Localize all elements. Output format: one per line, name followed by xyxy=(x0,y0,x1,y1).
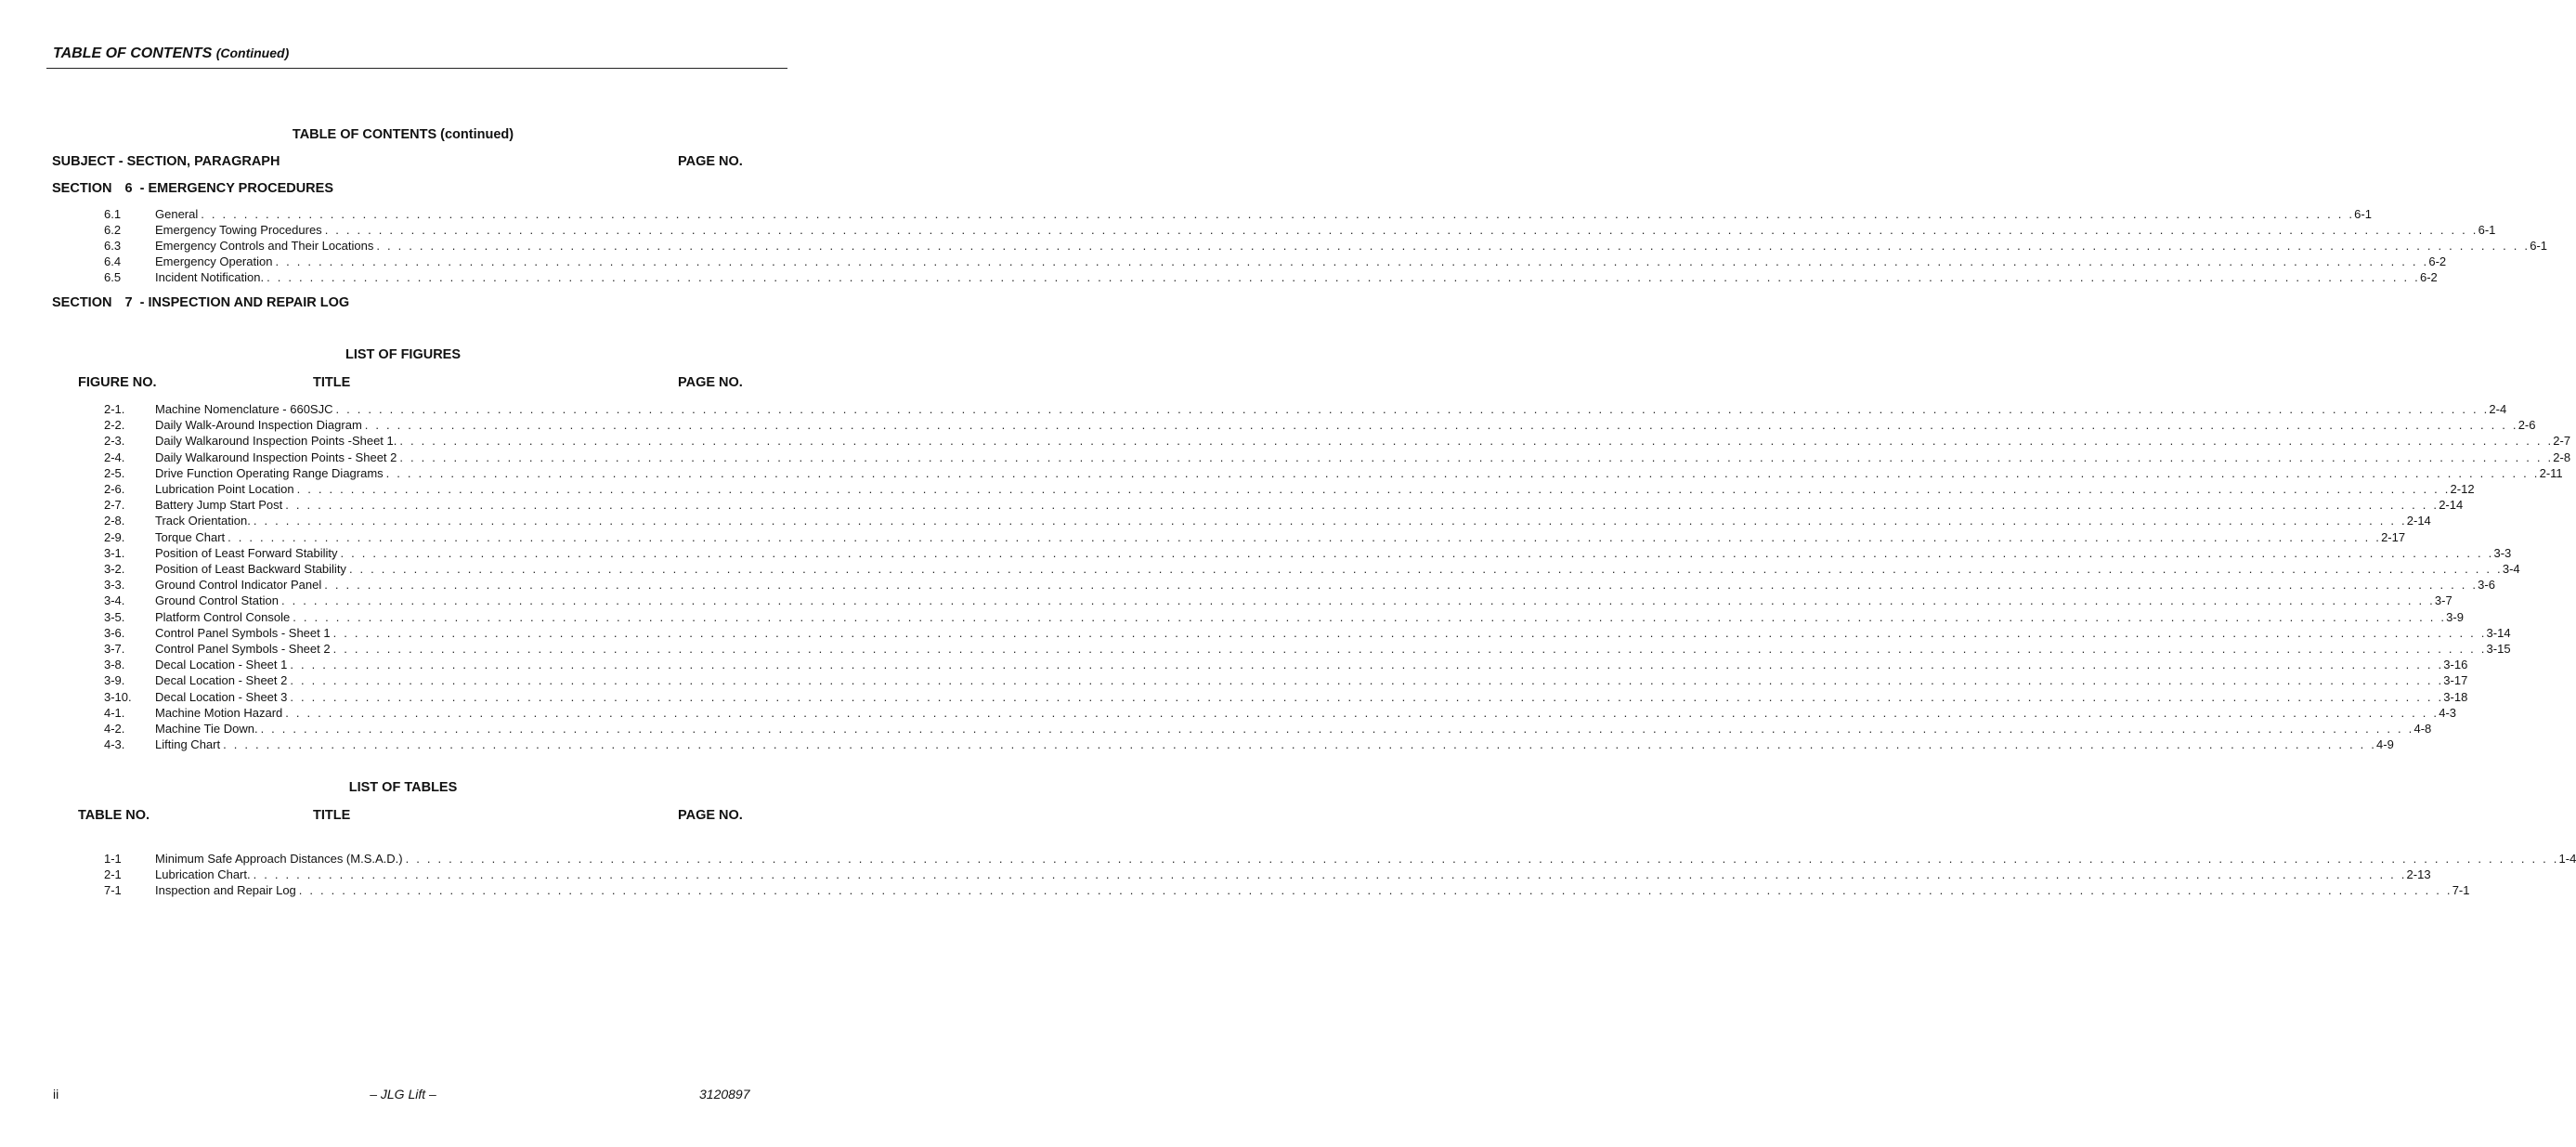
figure-entry xyxy=(104,625,2511,641)
figure-entry-title: Control Panel Symbols - Sheet 2 xyxy=(155,642,331,656)
figure-entry-number: 3-4. xyxy=(104,593,125,608)
figure-entry-number: 2-9. xyxy=(104,529,125,544)
figure-entry xyxy=(104,561,2520,577)
figure-entry-page: 2-4 xyxy=(2489,402,2507,416)
figure-entry-title: Battery Jump Start Post xyxy=(155,498,283,513)
table-entry xyxy=(104,851,2576,867)
figure-entry xyxy=(104,513,2431,528)
dot-leader: . . . . . . . . . . . . . . . . . . . . . . . . . . . . . . . . . . . . . . . . . . . . . . . . . . . . . . . . . . . . . . . . . . . . . . . . . . . . . . . . . . . . . . . . . . . . . . . . . . . . . . . . . . . . . . . . . . . . . . . . . . . . . . . . . . . . . . . . . . . . . . . . . . . . . . . . . . . . . . . . . . . . . . . . . . . . . . . . . . . . . . . . . . . . . . . . . . . . . . . . xyxy=(280,593,2435,608)
figure-entry-number: 2-7. xyxy=(104,498,125,513)
dot-leader: . . . . . . . . . . . . . . . . . . . . . . . . . . . . . . . . . . . . . . . . . . . . . . . . . . . . . . . . . . . . . . . . . . . . . . . . . . . . . . . . . . . . . . . . . . . . . . . . . . . . . . . . . . . . . . . . . . . . . . . . . . . . . . . . . . . . . . . . . . . . . . . . . . . . . . . . . . . . . . . . . . . . . . . . . . . . . . . . . . . . . . . . . . . . . . . . . . . . . . . . xyxy=(385,465,2540,480)
figure-entry-number: 4-1. xyxy=(104,705,125,720)
toc-entry-title: Emergency Operation xyxy=(155,254,273,269)
toc-entry-number: 6.3 xyxy=(104,239,122,254)
figure-entry-number: 2-3. xyxy=(104,434,125,449)
section-6-number: 6 xyxy=(124,181,133,196)
figure-entry xyxy=(104,497,2464,513)
dot-leader: . . . . . . . . . . . . . . . . . . . . . . . . . . . . . . . . . . . . . . . . . . . . . . . . . . . . . . . . . . . . . . . . . . . . . . . . . . . . . . . . . . . . . . . . . . . . . . . . . . . . . . . . . . . . . . . . . . . . . . . . . . . . . . . . . . . . . . . . . . . . . . . . . . . . . . . . . . . . . . . . . . . . . . . . . . . . . . . . . . . . . . . . . . . . . . . . . . . . . . . . xyxy=(399,434,2554,449)
figure-entry-number: 3-10. xyxy=(104,689,132,704)
figure-entry xyxy=(104,736,2394,752)
dot-leader: . . . . . . . . . . . . . . . . . . . . . . . . . . . . . . . . . . . . . . . . . . . . . . . . . . . . . . . . . . . . . . . . . . . . . . . . . . . . . . . . . . . . . . . . . . . . . . . . . . . . . . . . . . . . . . . . . . . . . . . . . . . . . . . . . . . . . . . . . . . . . . . . . . . . . . . . . . . . . . . . . . . . . . . . . . . . . . . . . . . . . . . . . . . . . . . . . . . . . . . . xyxy=(298,883,2452,898)
figure-entry-title: Track Orientation. xyxy=(155,514,251,528)
dot-leader: . . . . . . . . . . . . . . . . . . . . . . . . . . . . . . . . . . . . . . . . . . . . . . . . . . . . . . . . . . . . . . . . . . . . . . . . . . . . . . . . . . . . . . . . . . . . . . . . . . . . . . . . . . . . . . . . . . . . . . . . . . . . . . . . . . . . . . . . . . . . . . . . . . . . . . . . . . . . . . . . . . . . . . . . . . . . . . . . . . . . . . . . . . . . . . . . . . . . . . . . xyxy=(253,867,2407,882)
figure-entry xyxy=(104,672,2468,688)
dot-leader: . . . . . . . . . . . . . . . . . . . . . . . . . . . . . . . . . . . . . . . . . . . . . . . . . . . . . . . . . . . . . . . . . . . . . . . . . . . . . . . . . . . . . . . . . . . . . . . . . . . . . . . . . . . . . . . . . . . . . . . . . . . . . . . . . . . . . . . . . . . . . . . . . . . . . . . . . . . . . . . . . . . . . . . . . . . . . . . . . . . . . . . . . . . . . . . . . . . . . . . . xyxy=(285,498,2439,513)
toc-col-subject: SUBJECT - SECTION, PARAGRAPH xyxy=(52,154,280,169)
toc-entry-number: 6.4 xyxy=(104,254,122,269)
figure-entry xyxy=(104,481,2475,497)
tables-heading: LIST OF TABLES xyxy=(348,780,458,795)
tables-col-title: TITLE xyxy=(313,808,351,823)
figure-entry-number: 3-9. xyxy=(104,673,125,688)
figure-entry xyxy=(104,721,2432,736)
figure-entry-title: Decal Location - Sheet 3 xyxy=(155,689,288,704)
figure-entry-title: Control Panel Symbols - Sheet 1 xyxy=(155,625,331,640)
figure-entry xyxy=(104,689,2468,705)
figure-entry-page: 3-16 xyxy=(2443,658,2468,672)
section-7-number: 7 xyxy=(124,295,133,310)
figure-entry xyxy=(104,465,2563,481)
dot-leader: . . . . . . . . . . . . . . . . . . . . . . . . . . . . . . . . . . . . . . . . . . . . . . . . . . . . . . . . . . . . . . . . . . . . . . . . . . . . . . . . . . . . . . . . . . . . . . . . . . . . . . . . . . . . . . . . . . . . . . . . . . . . . . . . . . . . . . . . . . . . . . . . . . . . . . . . . . . . . . . . . . . . . . . . . . . . . . . . . . . . . . . . . . . . . . . . . . . . . . . . xyxy=(348,562,2503,576)
tables-col-page: PAGE NO. xyxy=(678,808,743,823)
figure-entry-number: 2-8. xyxy=(104,514,125,528)
table-entry xyxy=(104,867,2431,882)
figure-entry-page: 2-17 xyxy=(2381,529,2406,544)
table-entry-page: 1-4 xyxy=(2558,852,2576,866)
section-6-label: SECTION xyxy=(52,181,112,196)
toc-entry-title: General xyxy=(155,207,199,221)
figure-entry-number: 2-1. xyxy=(104,402,125,416)
figure-entry-title: Daily Walkaround Inspection Points -Sheet 1. xyxy=(155,434,397,449)
figure-entry xyxy=(104,433,2571,449)
dot-leader: . . . . . . . . . . . . . . . . . . . . . . . . . . . . . . . . . . . . . . . . . . . . . . . . . . . . . . . . . . . . . . . . . . . . . . . . . . . . . . . . . . . . . . . . . . . . . . . . . . . . . . . . . . . . . . . . . . . . . . . . . . . . . . . . . . . . . . . . . . . . . . . . . . . . . . . . . . . . . . . . . . . . . . . . . . . . . . . . . . . . . . . . . . . . . . . . . . . . . . . . xyxy=(296,482,2451,496)
toc-entry-number: 6.5 xyxy=(104,270,122,285)
running-header-suffix: (Continued) xyxy=(215,46,290,60)
dot-leader: . . . . . . . . . . . . . . . . . . . . . . . . . . . . . . . . . . . . . . . . . . . . . . . . . . . . . . . . . . . . . . . . . . . . . . . . . . . . . . . . . . . . . . . . . . . . . . . . . . . . . . . . . . . . . . . . . . . . . . . . . . . . . . . . . . . . . . . . . . . . . . . . . . . . . . . . . . . . . . . . . . . . . . . . . . . . . . . . . . . . . . . . . . . . . . . . . . . . . . . . xyxy=(364,418,2518,433)
figure-entry-page: 2-8 xyxy=(2553,450,2571,464)
figure-entry-number: 3-2. xyxy=(104,562,125,576)
figure-entry-number: 3-5. xyxy=(104,609,125,624)
section-7-label: SECTION xyxy=(52,295,112,310)
toc-entry xyxy=(104,254,2447,269)
table-entry-page: 7-1 xyxy=(2452,883,2470,898)
footer-doc-number: 3120897 xyxy=(699,1087,750,1101)
dot-leader: . . . . . . . . . . . . . . . . . . . . . . . . . . . . . . . . . . . . . . . . . . . . . . . . . . . . . . . . . . . . . . . . . . . . . . . . . . . . . . . . . . . . . . . . . . . . . . . . . . . . . . . . . . . . . . . . . . . . . . . . . . . . . . . . . . . . . . . . . . . . . . . . . . . . . . . . . . . . . . . . . . . . . . . . . . . . . . . . . . . . . . . . . . . . . . . . . . . . . . . . xyxy=(290,673,2444,688)
dot-leader: . . . . . . . . . . . . . . . . . . . . . . . . . . . . . . . . . . . . . . . . . . . . . . . . . . . . . . . . . . . . . . . . . . . . . . . . . . . . . . . . . . . . . . . . . . . . . . . . . . . . . . . . . . . . . . . . . . . . . . . . . . . . . . . . . . . . . . . . . . . . . . . . . . . . . . . . . . . . . . . . . . . . . . . . . . . . . . . . . . . . . . . . . . . . . . . . . . . . . . . . xyxy=(293,609,2447,624)
figure-entry xyxy=(104,593,2452,608)
figure-entry-page: 3-18 xyxy=(2443,689,2468,704)
toc-entry xyxy=(104,206,2372,222)
figure-entry-title: Lifting Chart xyxy=(155,737,221,752)
figures-col-page: PAGE NO. xyxy=(678,375,743,390)
figure-entry-number: 2-2. xyxy=(104,418,125,433)
figure-entry-page: 3-6 xyxy=(2478,578,2495,593)
section-7-heading xyxy=(52,295,349,310)
figure-entry-page: 4-3 xyxy=(2439,705,2457,720)
table-entry-number: 1-1 xyxy=(104,852,122,866)
dot-leader: . . . . . . . . . . . . . . . . . . . . . . . . . . . . . . . . . . . . . . . . . . . . . . . . . . . . . . . . . . . . . . . . . . . . . . . . . . . . . . . . . . . . . . . . . . . . . . . . . . . . . . . . . . . . . . . . . . . . . . . . . . . . . . . . . . . . . . . . . . . . . . . . . . . . . . . . . . . . . . . . . . . . . . . . . . . . . . . . . . . . . . . . . . . . . . . . . . . . . . . . xyxy=(285,705,2439,720)
figure-entry-page: 3-4 xyxy=(2502,562,2520,576)
figure-entry-number: 3-7. xyxy=(104,642,125,656)
section-7-title: - INSPECTION AND REPAIR LOG xyxy=(139,295,350,310)
figure-entry-number: 3-6. xyxy=(104,625,125,640)
figure-entry-title: Position of Least Backward Stability xyxy=(155,562,346,576)
tables-col-no: TABLE NO. xyxy=(78,808,150,823)
figure-entry-number: 2-6. xyxy=(104,482,125,496)
figure-entry-title: Machine Tie Down. xyxy=(155,722,258,736)
figure-entry-title: Ground Control Indicator Panel xyxy=(155,578,322,593)
dot-leader: . . . . . . . . . . . . . . . . . . . . . . . . . . . . . . . . . . . . . . . . . . . . . . . . . . . . . . . . . . . . . . . . . . . . . . . . . . . . . . . . . . . . . . . . . . . . . . . . . . . . . . . . . . . . . . . . . . . . . . . . . . . . . . . . . . . . . . . . . . . . . . . . . . . . . . . . . . . . . . . . . . . . . . . . . . . . . . . . . . . . . . . . . . . . . . . . . . . . . . . . xyxy=(290,689,2444,704)
table-entry-title: Inspection and Repair Log xyxy=(155,883,296,898)
figure-entry-page: 2-14 xyxy=(2439,498,2464,513)
figure-entry xyxy=(104,641,2511,657)
running-header-main: TABLE OF CONTENTS xyxy=(53,46,213,61)
section-6-heading xyxy=(52,181,333,196)
dot-leader: . . . . . . . . . . . . . . . . . . . . . . . . . . . . . . . . . . . . . . . . . . . . . . . . . . . . . . . . . . . . . . . . . . . . . . . . . . . . . . . . . . . . . . . . . . . . . . . . . . . . . . . . . . . . . . . . . . . . . . . . . . . . . . . . . . . . . . . . . . . . . . . . . . . . . . . . . . . . . . . . . . . . . . . . . . . . . . . . . . . . . . . . . . . . . . . . . . . . . . . . xyxy=(332,642,2487,656)
figure-entry-number: 2-5. xyxy=(104,465,125,480)
dot-leader: . . . . . . . . . . . . . . . . . . . . . . . . . . . . . . . . . . . . . . . . . . . . . . . . . . . . . . . . . . . . . . . . . . . . . . . . . . . . . . . . . . . . . . . . . . . . . . . . . . . . . . . . . . . . . . . . . . . . . . . . . . . . . . . . . . . . . . . . . . . . . . . . . . . . . . . . . . . . . . . . . . . . . . . . . . . . . . . . . . . . . . . . . . . . . . . . . . . . . . . . xyxy=(267,270,2420,285)
figure-entry-title: Machine Nomenclature - 660SJC xyxy=(155,402,333,416)
figure-entry-title: Decal Location - Sheet 1 xyxy=(155,658,288,672)
figure-entry-number: 3-1. xyxy=(104,545,125,560)
figure-entry xyxy=(104,609,2464,625)
figure-entry-number: 3-8. xyxy=(104,658,125,672)
figure-entry xyxy=(104,545,2512,561)
footer-center-text: – JLG Lift – xyxy=(370,1087,436,1101)
figure-entry-title: Platform Control Console xyxy=(155,609,291,624)
dot-leader: . . . . . . . . . . . . . . . . . . . . . . . . . . . . . . . . . . . . . . . . . . . . . . . . . . . . . . . . . . . . . . . . . . . . . . . . . . . . . . . . . . . . . . . . . . . . . . . . . . . . . . . . . . . . . . . . . . . . . . . . . . . . . . . . . . . . . . . . . . . . . . . . . . . . . . . . . . . . . . . . . . . . . . . . . . . . . . . . . . . . . . . . . . . . . . . . . . . . . . . . xyxy=(324,223,2478,238)
toc-entry-page: 6-2 xyxy=(2428,254,2447,269)
footer-page-number: ii xyxy=(53,1087,59,1101)
toc-entry xyxy=(104,269,2438,285)
figure-entry xyxy=(104,529,2406,545)
figure-entry-title: Lubrication Point Location xyxy=(155,482,294,496)
figure-entry-title: Daily Walk-Around Inspection Diagram xyxy=(155,418,362,433)
figures-heading: LIST OF FIGURES xyxy=(345,347,462,362)
dot-leader: . . . . . . . . . . . . . . . . . . . . . . . . . . . . . . . . . . . . . . . . . . . . . . . . . . . . . . . . . . . . . . . . . . . . . . . . . . . . . . . . . . . . . . . . . . . . . . . . . . . . . . . . . . . . . . . . . . . . . . . . . . . . . . . . . . . . . . . . . . . . . . . . . . . . . . . . . . . . . . . . . . . . . . . . . . . . . . . . . . . . . . . . . . . . . . . . . . . . . . . . xyxy=(253,514,2407,528)
header-rule xyxy=(46,68,787,69)
figure-entry-page: 4-9 xyxy=(2376,737,2394,752)
toc-col-page: PAGE NO. xyxy=(678,154,743,169)
running-header-title xyxy=(53,46,289,62)
dot-leader: . . . . . . . . . . . . . . . . . . . . . . . . . . . . . . . . . . . . . . . . . . . . . . . . . . . . . . . . . . . . . . . . . . . . . . . . . . . . . . . . . . . . . . . . . . . . . . . . . . . . . . . . . . . . . . . . . . . . . . . . . . . . . . . . . . . . . . . . . . . . . . . . . . . . . . . . . . . . . . . . . . . . . . . . . . . . . . . . . . . . . . . . . . . . . . . . . . . . . . . . xyxy=(399,450,2554,464)
toc-entry xyxy=(104,222,2496,238)
dot-leader: . . . . . . . . . . . . . . . . . . . . . . . . . . . . . . . . . . . . . . . . . . . . . . . . . . . . . . . . . . . . . . . . . . . . . . . . . . . . . . . . . . . . . . . . . . . . . . . . . . . . . . . . . . . . . . . . . . . . . . . . . . . . . . . . . . . . . . . . . . . . . . . . . . . . . . . . . . . . . . . . . . . . . . . . . . . . . . . . . . . . . . . . . . . . . . . . . . . . . . . . xyxy=(324,578,2478,593)
section-6-title: - EMERGENCY PROCEDURES xyxy=(139,181,333,196)
table-entry-number: 2-1 xyxy=(104,867,122,882)
dot-leader: . . . . . . . . . . . . . . . . . . . . . . . . . . . . . . . . . . . . . . . . . . . . . . . . . . . . . . . . . . . . . . . . . . . . . . . . . . . . . . . . . . . . . . . . . . . . . . . . . . . . . . . . . . . . . . . . . . . . . . . . . . . . . . . . . . . . . . . . . . . . . . . . . . . . . . . . . . . . . . . . . . . . . . . . . . . . . . . . . . . . . . . . . . . . . . . . . . . . . . . . xyxy=(275,254,2429,269)
toc-entry-title: Emergency Towing Procedures xyxy=(155,223,322,238)
figure-entry-number: 4-2. xyxy=(104,722,125,736)
toc-entry xyxy=(104,238,2548,254)
figures-col-title: TITLE xyxy=(313,375,351,390)
figure-entry-page: 3-17 xyxy=(2443,673,2468,688)
figure-entry-page: 4-8 xyxy=(2413,722,2432,736)
toc-entry-page: 6-1 xyxy=(2478,223,2496,238)
dot-leader: . . . . . . . . . . . . . . . . . . . . . . . . . . . . . . . . . . . . . . . . . . . . . . . . . . . . . . . . . . . . . . . . . . . . . . . . . . . . . . . . . . . . . . . . . . . . . . . . . . . . . . . . . . . . . . . . . . . . . . . . . . . . . . . . . . . . . . . . . . . . . . . . . . . . . . . . . . . . . . . . . . . . . . . . . . . . . . . . . . . . . . . . . . . . . . . . . . . . . . . . xyxy=(340,545,2494,560)
dot-leader: . . . . . . . . . . . . . . . . . . . . . . . . . . . . . . . . . . . . . . . . . . . . . . . . . . . . . . . . . . . . . . . . . . . . . . . . . . . . . . . . . . . . . . . . . . . . . . . . . . . . . . . . . . . . . . . . . . . . . . . . . . . . . . . . . . . . . . . . . . . . . . . . . . . . . . . . . . . . . . . . . . . . . . . . . . . . . . . . . . . . . . . . . . . . . . . . . . . . . . . . xyxy=(332,625,2487,640)
toc-entry-number: 6.1 xyxy=(104,207,122,221)
figure-entry-title: Machine Motion Hazard xyxy=(155,705,283,720)
figure-entry xyxy=(104,705,2457,721)
table-entry-title: Minimum Safe Approach Distances (M.S.A.D.) xyxy=(155,852,403,866)
figure-entry-page: 3-9 xyxy=(2446,609,2464,624)
figure-entry-page: 3-15 xyxy=(2486,642,2511,656)
toc-entry-title: Emergency Controls and Their Locations xyxy=(155,239,374,254)
toc-entry-page: 6-2 xyxy=(2420,270,2438,285)
figure-entry-page: 2-7 xyxy=(2553,434,2571,449)
dot-leader: . . . . . . . . . . . . . . . . . . . . . . . . . . . . . . . . . . . . . . . . . . . . . . . . . . . . . . . . . . . . . . . . . . . . . . . . . . . . . . . . . . . . . . . . . . . . . . . . . . . . . . . . . . . . . . . . . . . . . . . . . . . . . . . . . . . . . . . . . . . . . . . . . . . . . . . . . . . . . . . . . . . . . . . . . . . . . . . . . . . . . . . . . . . . . . . . . . . . . . . . xyxy=(405,852,2559,866)
figure-entry-title: Torque Chart xyxy=(155,529,226,544)
dot-leader: . . . . . . . . . . . . . . . . . . . . . . . . . . . . . . . . . . . . . . . . . . . . . . . . . . . . . . . . . . . . . . . . . . . . . . . . . . . . . . . . . . . . . . . . . . . . . . . . . . . . . . . . . . . . . . . . . . . . . . . . . . . . . . . . . . . . . . . . . . . . . . . . . . . . . . . . . . . . . . . . . . . . . . . . . . . . . . . . . . . . . . . . . . . . . . . . . . . . . . . . xyxy=(260,722,2414,736)
figure-entry xyxy=(104,401,2507,417)
table-entry-title: Lubrication Chart. xyxy=(155,867,251,882)
figure-entry-number: 4-3. xyxy=(104,737,125,752)
figure-entry-page: 3-3 xyxy=(2493,545,2512,560)
dot-leader: . . . . . . . . . . . . . . . . . . . . . . . . . . . . . . . . . . . . . . . . . . . . . . . . . . . . . . . . . . . . . . . . . . . . . . . . . . . . . . . . . . . . . . . . . . . . . . . . . . . . . . . . . . . . . . . . . . . . . . . . . . . . . . . . . . . . . . . . . . . . . . . . . . . . . . . . . . . . . . . . . . . . . . . . . . . . . . . . . . . . . . . . . . . . . . . . . . . . . . . . xyxy=(201,207,2355,221)
toc-entry-page: 6-1 xyxy=(2530,239,2548,254)
figure-entry-title: Daily Walkaround Inspection Points - Sheet 2 xyxy=(155,450,397,464)
toc-entry-title: Incident Notification. xyxy=(155,270,265,285)
dot-leader: . . . . . . . . . . . . . . . . . . . . . . . . . . . . . . . . . . . . . . . . . . . . . . . . . . . . . . . . . . . . . . . . . . . . . . . . . . . . . . . . . . . . . . . . . . . . . . . . . . . . . . . . . . . . . . . . . . . . . . . . . . . . . . . . . . . . . . . . . . . . . . . . . . . . . . . . . . . . . . . . . . . . . . . . . . . . . . . . . . . . . . . . . . . . . . . . . . . . . . . . xyxy=(223,737,2377,752)
toc-heading: TABLE OF CONTENTS (continued) xyxy=(292,127,514,142)
table-entry-page: 2-13 xyxy=(2406,867,2431,882)
figure-entry-page: 2-12 xyxy=(2450,482,2475,496)
figure-entry-title: Ground Control Station xyxy=(155,593,279,608)
figure-entry-page: 2-11 xyxy=(2539,465,2563,480)
figure-entry-title: Position of Least Forward Stability xyxy=(155,545,338,560)
table-entry-number: 7-1 xyxy=(104,883,122,898)
dot-leader: . . . . . . . . . . . . . . . . . . . . . . . . . . . . . . . . . . . . . . . . . . . . . . . . . . . . . . . . . . . . . . . . . . . . . . . . . . . . . . . . . . . . . . . . . . . . . . . . . . . . . . . . . . . . . . . . . . . . . . . . . . . . . . . . . . . . . . . . . . . . . . . . . . . . . . . . . . . . . . . . . . . . . . . . . . . . . . . . . . . . . . . . . . . . . . . . . . . . . . . . xyxy=(290,658,2444,672)
figure-entry-page: 2-6 xyxy=(2517,418,2536,433)
figure-entry xyxy=(104,657,2468,672)
figure-entry-page: 3-7 xyxy=(2434,593,2452,608)
figure-entry-page: 3-14 xyxy=(2486,625,2511,640)
figures-col-no: FIGURE NO. xyxy=(78,375,157,390)
figure-entry xyxy=(104,417,2536,433)
dot-leader: . . . . . . . . . . . . . . . . . . . . . . . . . . . . . . . . . . . . . . . . . . . . . . . . . . . . . . . . . . . . . . . . . . . . . . . . . . . . . . . . . . . . . . . . . . . . . . . . . . . . . . . . . . . . . . . . . . . . . . . . . . . . . . . . . . . . . . . . . . . . . . . . . . . . . . . . . . . . . . . . . . . . . . . . . . . . . . . . . . . . . . . . . . . . . . . . . . . . . . . . xyxy=(335,402,2490,416)
figure-entry-title: Drive Function Operating Range Diagrams xyxy=(155,465,384,480)
figure-entry-page: 2-14 xyxy=(2406,514,2431,528)
figure-entry-number: 3-3. xyxy=(104,578,125,593)
figure-entry xyxy=(104,577,2495,593)
figure-entry-number: 2-4. xyxy=(104,450,125,464)
dot-leader: . . . . . . . . . . . . . . . . . . . . . . . . . . . . . . . . . . . . . . . . . . . . . . . . . . . . . . . . . . . . . . . . . . . . . . . . . . . . . . . . . . . . . . . . . . . . . . . . . . . . . . . . . . . . . . . . . . . . . . . . . . . . . . . . . . . . . . . . . . . . . . . . . . . . . . . . . . . . . . . . . . . . . . . . . . . . . . . . . . . . . . . . . . . . . . . . . . . . . . . . xyxy=(376,239,2530,254)
dot-leader: . . . . . . . . . . . . . . . . . . . . . . . . . . . . . . . . . . . . . . . . . . . . . . . . . . . . . . . . . . . . . . . . . . . . . . . . . . . . . . . . . . . . . . . . . . . . . . . . . . . . . . . . . . . . . . . . . . . . . . . . . . . . . . . . . . . . . . . . . . . . . . . . . . . . . . . . . . . . . . . . . . . . . . . . . . . . . . . . . . . . . . . . . . . . . . . . . . . . . . . . xyxy=(228,529,2382,544)
figure-entry-title: Decal Location - Sheet 2 xyxy=(155,673,288,688)
table-entry xyxy=(104,882,2470,898)
figure-entry xyxy=(104,450,2571,465)
toc-entry-page: 6-1 xyxy=(2354,207,2372,221)
toc-entry-number: 6.2 xyxy=(104,223,122,238)
